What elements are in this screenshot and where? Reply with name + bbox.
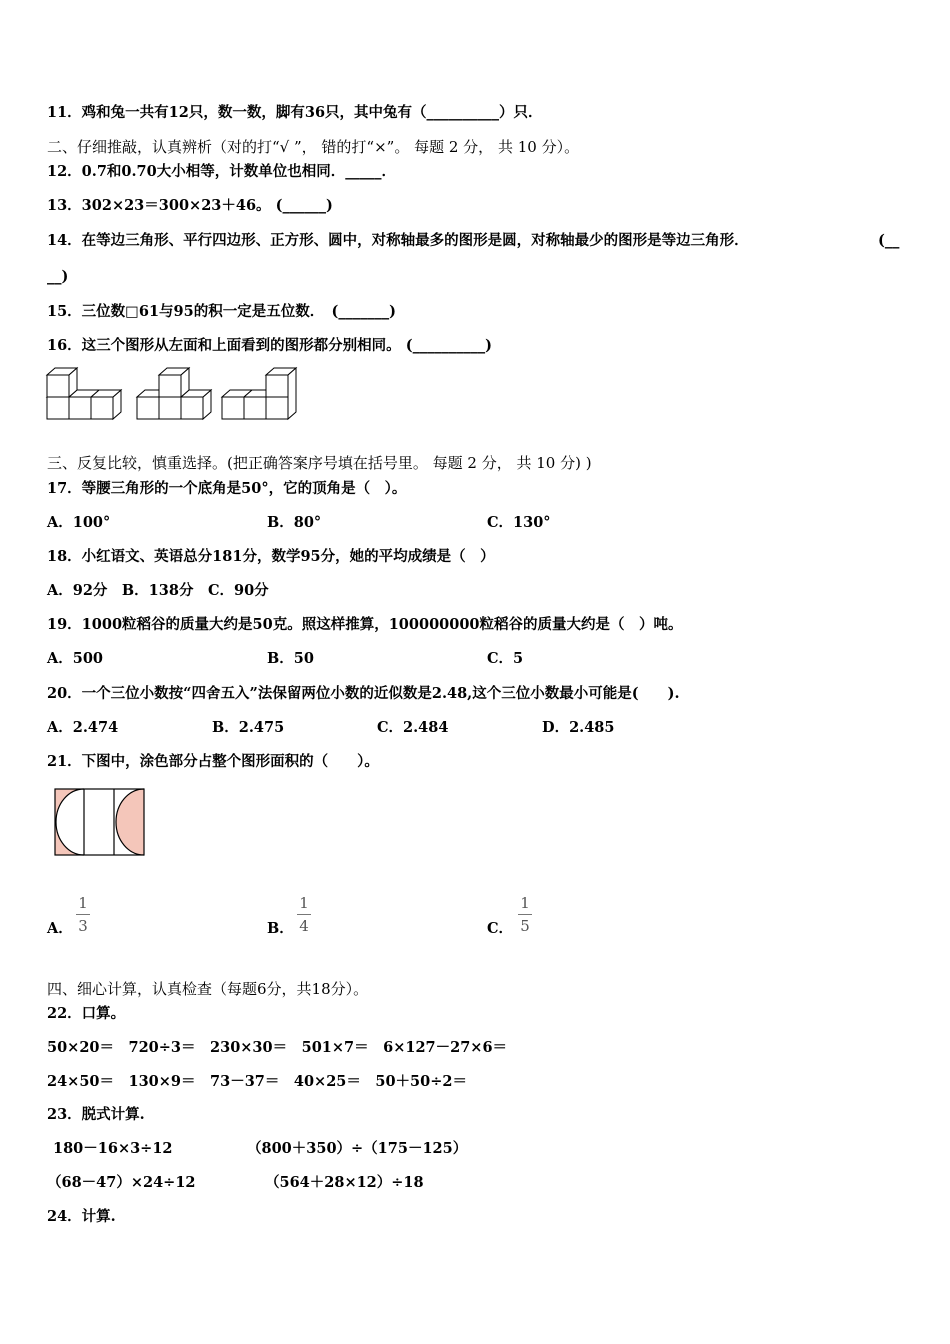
q21-option-c-label[interactable]: C． xyxy=(487,920,514,937)
q21-option-a-label[interactable]: A． xyxy=(47,920,73,937)
q20-option-a[interactable]: A．2.474 xyxy=(47,719,119,736)
q20-option-c[interactable]: C．2.484 xyxy=(377,719,449,736)
denominator: 5 xyxy=(520,917,530,935)
question-14-blank-start: (__ xyxy=(878,232,900,249)
question-14: 14．在等边三角形、平行四边形、正方形、圆中，对称轴最多的图形是圆，对称轴最少的图形是等边三角形． xyxy=(47,232,749,249)
question-24: 24．计算. xyxy=(47,1208,116,1225)
cube-figures xyxy=(44,364,304,424)
numerator: 1 xyxy=(78,894,88,912)
question-20: 20．一个三位小数按“四舍五入”法保留两位小数的近似数是2.48,这个三位小数最小可能是( ). xyxy=(47,685,680,702)
q23-expr-3: （68－47）×24÷12 xyxy=(47,1174,196,1191)
q19-option-c[interactable]: C．5 xyxy=(487,650,524,667)
q20-option-d[interactable]: D．2.485 xyxy=(542,719,615,736)
q17-option-a[interactable]: A．100° xyxy=(47,514,111,531)
question-13: 13．302×23＝300×23＋46。 (______) xyxy=(47,197,333,214)
fraction-bar xyxy=(76,914,90,915)
q17-option-c[interactable]: C．130° xyxy=(487,514,551,531)
question-18: 18．小红语文、英语总分181分，数学95分，她的平均成绩是（ ） xyxy=(47,548,495,565)
question-14-blank-end: __) xyxy=(47,268,69,285)
denominator: 3 xyxy=(78,917,88,935)
section-3-title: 三、反复比较，慎重选择。(把正确答案序号填在括号里。 每题 2 分， 共 10 分) ) xyxy=(47,454,592,472)
q21-option-b-label[interactable]: B． xyxy=(267,920,294,937)
q18-options[interactable]: A．92分 B．138分 C．90分 xyxy=(47,582,269,599)
question-22: 22．口算。 xyxy=(47,1005,126,1022)
shaded-figure xyxy=(53,787,149,859)
q19-option-b[interactable]: B．50 xyxy=(267,650,314,667)
q19-option-a[interactable]: A．500 xyxy=(47,650,104,667)
question-15: 15．三位数□61与95的积一定是五位数． (_______) xyxy=(47,303,396,320)
q20-option-b[interactable]: B．2.475 xyxy=(212,719,285,736)
question-23: 23．脱式计算. xyxy=(47,1106,145,1123)
section-4-title: 四、细心计算，认真检查（每题6分，共18分）。 xyxy=(47,980,369,998)
denominator: 4 xyxy=(299,917,309,935)
question-12: 12．0.7和0.70大小相等，计数单位也相同．_____． xyxy=(47,163,396,180)
question-11: 11．鸡和兔一共有12只，数一数，脚有36只，其中兔有（__________）只． xyxy=(47,104,543,121)
fraction-bar xyxy=(297,914,311,915)
q17-option-b[interactable]: B．80° xyxy=(267,514,322,531)
q22-row-2: 24×50＝ 130×9＝ 73－37＝ 40×25＝ 50＋50÷2＝ xyxy=(47,1073,467,1090)
question-17: 17．等腰三角形的一个底角是50°，它的顶角是（ ）。 xyxy=(47,480,407,497)
q23-expr-2: （800＋350）÷（175－125） xyxy=(247,1140,468,1157)
q21-option-a-fraction xyxy=(75,894,91,935)
q21-option-c-fraction xyxy=(517,894,533,935)
numerator: 1 xyxy=(520,894,530,912)
q21-option-b-fraction xyxy=(296,894,312,935)
question-21: 21．下图中，涂色部分占整个图形面积的（ ）。 xyxy=(47,753,379,770)
q23-expr-1: 180－16×3÷12 xyxy=(53,1140,173,1157)
fraction-bar xyxy=(518,914,532,915)
q22-row-1: 50×20＝ 720÷3＝ 230×30＝ 501×7＝ 6×127－27×6＝ xyxy=(47,1039,508,1056)
numerator: 1 xyxy=(299,894,309,912)
question-19: 19．1000粒稻谷的质量大约是50克。照这样推算，100000000粒稻谷的质量大约是（ ）吨。 xyxy=(47,616,683,633)
question-16: 16．这三个图形从左面和上面看到的图形都分别相同。 (__________) xyxy=(47,337,492,354)
section-2-title: 二、仔细推敲，认真辨析（对的打“√ ”， 错的打“×”。 每题 2 分， 共 10 分）。 xyxy=(47,138,580,156)
q23-expr-4: （564＋28×12）÷18 xyxy=(265,1174,424,1191)
